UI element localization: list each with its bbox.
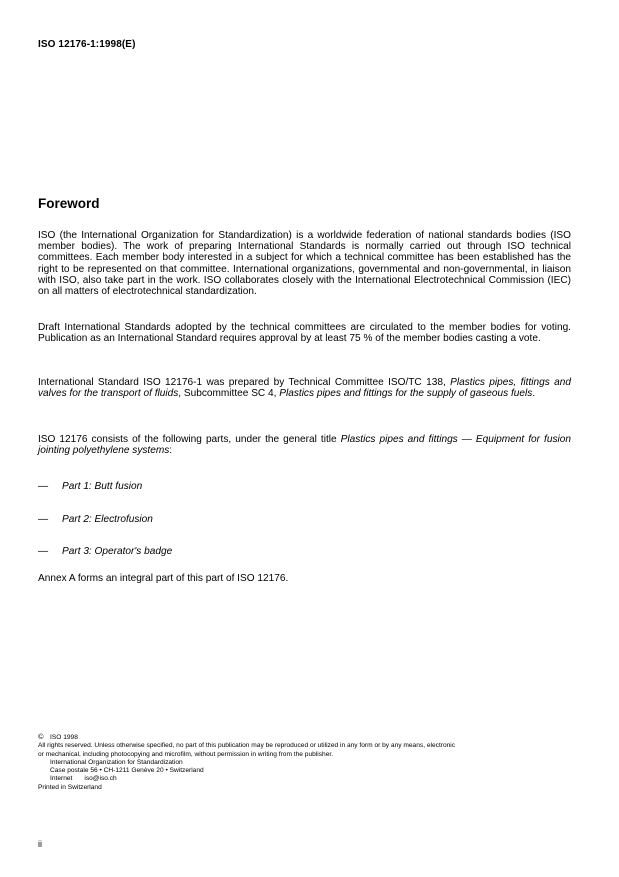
email-address: iso@iso.ch [84,775,117,783]
document-id-header: ISO 12176-1:1998(E) [38,39,136,50]
foreword-paragraph-2: Draft International Standards adopted by the technical committees are circulated to the member bodies for voting. Publication as an International Standard requires approval by at least 75 % of the member bodies casting a vote. [38,322,571,345]
general-title: Plastics pipes and fittings — Equipment for fusion jointing polyethylene systems [38,434,571,457]
list-item [38,514,153,525]
em-dash: — [38,546,49,557]
foreword-heading: Foreword [38,196,100,211]
tc138-title: Plastics pipes, fittings and valves for the transport of fluids [38,377,572,400]
postal-address: Case postale 56 • CH-1211 Genève 20 • Switzerland [50,767,204,775]
sc4-title: Plastics pipes and fittings for the supply of gaseous fuels [279,388,533,400]
foreword-paragraph-1: ISO (the International Organization for Standardization) is a worldwide federation of national standards bodies (ISO member bodies). The work of preparing International Standards is normally carried out through ISO technical committees. Each member body interested in a subject for which a technical committee has been established has the right to be represented on that committee. International organizations, governmental and non-governmental, in liaison with ISO, also take part in the work. ISO collaborates closely with the International Electrotechnical Commission (IEC) on all matters of electrotechnical standardization. [38,230,571,298]
organization-name: International Organization for Standardization [50,758,183,766]
list-item [38,481,142,492]
page-number: ii [38,839,42,849]
printed-in: Printed in Switzerland [38,783,102,791]
paragraph-4-text-a: ISO 12176 consists of the following parts, under the general title [38,434,341,445]
paragraph-4-text-b: : [169,445,173,457]
copyright-symbol: © [38,732,44,741]
em-dash: — [38,514,49,525]
document-page [38,0,571,877]
copyright-year: ISO 1998 [50,734,78,741]
rights-line-1: All rights reserved. Unless otherwise specified, no part of this publication may be reproduced or utilized in any form or by any means, electronic [38,742,456,750]
foreword-paragraph-5: Annex A forms an integral part of this part of ISO 12176. [38,573,289,584]
internet-line [38,775,578,783]
part-label: Part 2: Electrofusion [62,514,153,525]
paragraph-3-text-b: , Subcommittee SC 4, [178,388,280,400]
internet-label: Internet [50,775,73,783]
rights-line-2: or mechanical, including photocopying and microfilm, without permission in writing from the publisher. [38,750,334,758]
part-label: Part 1: Butt fusion [62,481,143,492]
foreword-paragraph-3 [38,377,571,399]
list-item [38,546,172,557]
foreword-paragraph-4 [38,434,571,456]
paragraph-3-text-a: International Standard ISO 12176-1 was prepared by Technical Committee ISO/TC 138, [38,377,451,388]
paragraph-3-text-c: . [532,388,536,400]
em-dash: — [38,481,49,492]
part-label: Part 3: Operator's badge [62,546,173,557]
copyright-block [38,733,578,792]
copyright-line [38,733,578,742]
